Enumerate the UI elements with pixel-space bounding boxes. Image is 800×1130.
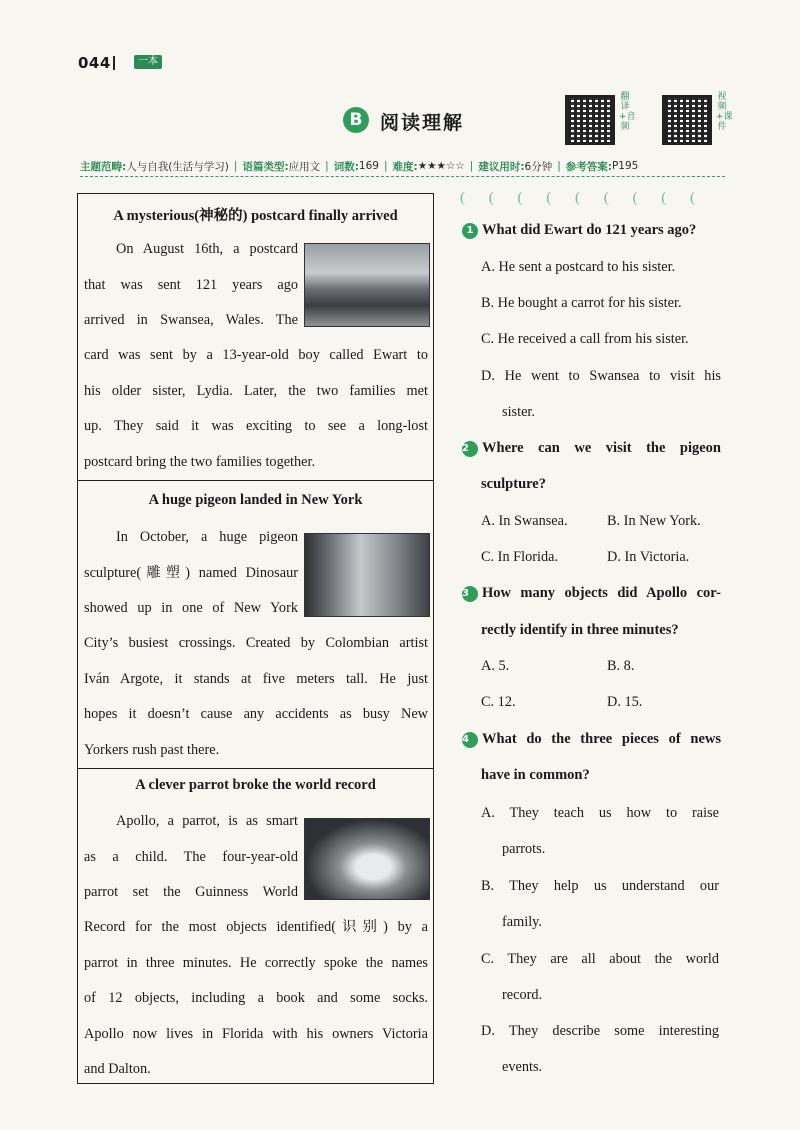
qr-code-translation[interactable]	[565, 95, 615, 145]
pigeon-sculpture-photo	[304, 533, 430, 617]
option[interactable]: C. 12.	[481, 694, 516, 710]
question-3: 3 How many objects did Apollo cor-	[462, 585, 721, 601]
brand-logo: 一本	[134, 55, 162, 69]
time-value: 6分钟	[524, 160, 553, 173]
info-bar: 主题范畴: 人与自我(生活与学习) | 语篇类型: 应用文 | 词数: 169 | 难度: ★★★☆☆ | 建议用时: 6分钟 | 参考答案: P195	[80, 156, 725, 177]
question-number: 3	[462, 586, 478, 602]
theme-label: 主题范畴:	[80, 160, 127, 173]
option[interactable]: A. He sent a postcard to his sister.	[481, 259, 676, 275]
option[interactable]: D. In Victoria.	[607, 549, 690, 565]
option[interactable]: A. They teach us how to raise	[481, 805, 719, 821]
question-3-continued: rectly identify in three minutes?	[481, 622, 679, 638]
option[interactable]: A. 5.	[481, 658, 510, 674]
story-title: A clever parrot broke the world record	[135, 777, 376, 793]
question-4: 4 What do the three pieces of news	[462, 731, 721, 747]
page-number: 044	[78, 54, 111, 72]
story-paragraph: card was sent by a 13-year-old boy called Ewart to his older sister, Lydia. Later, the two families met up. They said it was exciting to see a long-lost postcard bring the two families together.	[84, 347, 428, 470]
time-label: 建议用时:	[478, 160, 525, 173]
option-continued: events.	[502, 1059, 543, 1075]
option[interactable]: D. They describe some interesting	[481, 1023, 719, 1039]
option[interactable]: D. 15.	[607, 694, 643, 710]
option[interactable]: C. They are all about the world	[481, 951, 719, 967]
words-label: 词数:	[333, 160, 359, 173]
question-number: 1	[462, 223, 478, 239]
story-paragraph: City’s busiest crossings. Created by Colombian artist Iván Argote, it stands at five meters tall. He just hopes it doesn’t cause any accidents as busy New Yorkers rush past there.	[84, 635, 428, 758]
option[interactable]: B. 8.	[607, 658, 635, 674]
option-continued: record.	[502, 987, 543, 1003]
divider	[113, 56, 115, 70]
story-title: A mysterious(神秘的) postcard finally arrived	[113, 208, 398, 224]
question-number: 4	[462, 732, 478, 748]
question-2: 2 Where can we visit the pigeon	[462, 440, 721, 456]
answer-label: 参考答案:	[565, 160, 612, 173]
genre-value: 应用文	[288, 160, 321, 173]
story-divider	[77, 768, 434, 769]
option[interactable]: B. They help us understand our	[481, 878, 719, 894]
answer-marks: ( ( ( ( ( ( ( ( (	[460, 190, 705, 206]
question-2-continued: sculpture?	[481, 476, 546, 492]
option[interactable]: B. He bought a carrot for his sister.	[481, 295, 682, 311]
question-4-continued: have in common?	[481, 767, 590, 783]
option[interactable]: A. In Swansea.	[481, 513, 568, 529]
option-continued: parrots.	[502, 841, 546, 857]
genre-label: 语篇类型:	[242, 160, 289, 173]
option[interactable]: B. In New York.	[607, 513, 701, 529]
story-paragraph: Apollo, a parrot, is as smart as a child. The four-year-old parrot set the Guinness World	[84, 813, 298, 900]
qr-code-video[interactable]	[662, 95, 712, 145]
story-paragraph: On August 16th, a postcard that was sent 121 years ago arrived in Swansea, Wales. The	[84, 241, 298, 328]
option-continued: sister.	[502, 404, 535, 420]
theme-value: 人与自我(生活与学习)	[126, 160, 229, 173]
section-badge: B	[343, 107, 369, 133]
difficulty-value: ★★★☆☆	[417, 160, 465, 172]
story-paragraph: In October, a huge pigeon sculpture(雕塑) named Dinosaur showed up in one of New York	[84, 529, 298, 616]
story-divider	[77, 480, 434, 481]
qr-label-video: 视频+课件	[716, 92, 733, 132]
difficulty-label: 难度:	[392, 160, 418, 173]
question-number: 2	[462, 441, 478, 457]
option-continued: family.	[502, 914, 542, 930]
option[interactable]: D. He went to Swansea to visit his	[481, 368, 721, 384]
answer-value: P195	[611, 160, 639, 172]
story-paragraph: Record for the most objects identified(识别) by a parrot in three minutes. He correctly spoke the names of 12 objects, including a book and some socks. Apollo now lives in Florida with his owners Victoria and Dalton.	[84, 919, 428, 1077]
words-value: 169	[358, 160, 379, 172]
section-title: 阅读理解	[380, 112, 465, 134]
story-title: A huge pigeon landed in New York	[148, 492, 363, 508]
parrot-photo	[304, 818, 430, 900]
option[interactable]: C. He received a call from his sister.	[481, 331, 689, 347]
postcard-photo	[304, 243, 430, 327]
question-1: 1 What did Ewart do 121 years ago?	[462, 222, 696, 239]
qr-label-translation: 翻译+音频	[619, 92, 636, 132]
option[interactable]: C. In Florida.	[481, 549, 559, 565]
